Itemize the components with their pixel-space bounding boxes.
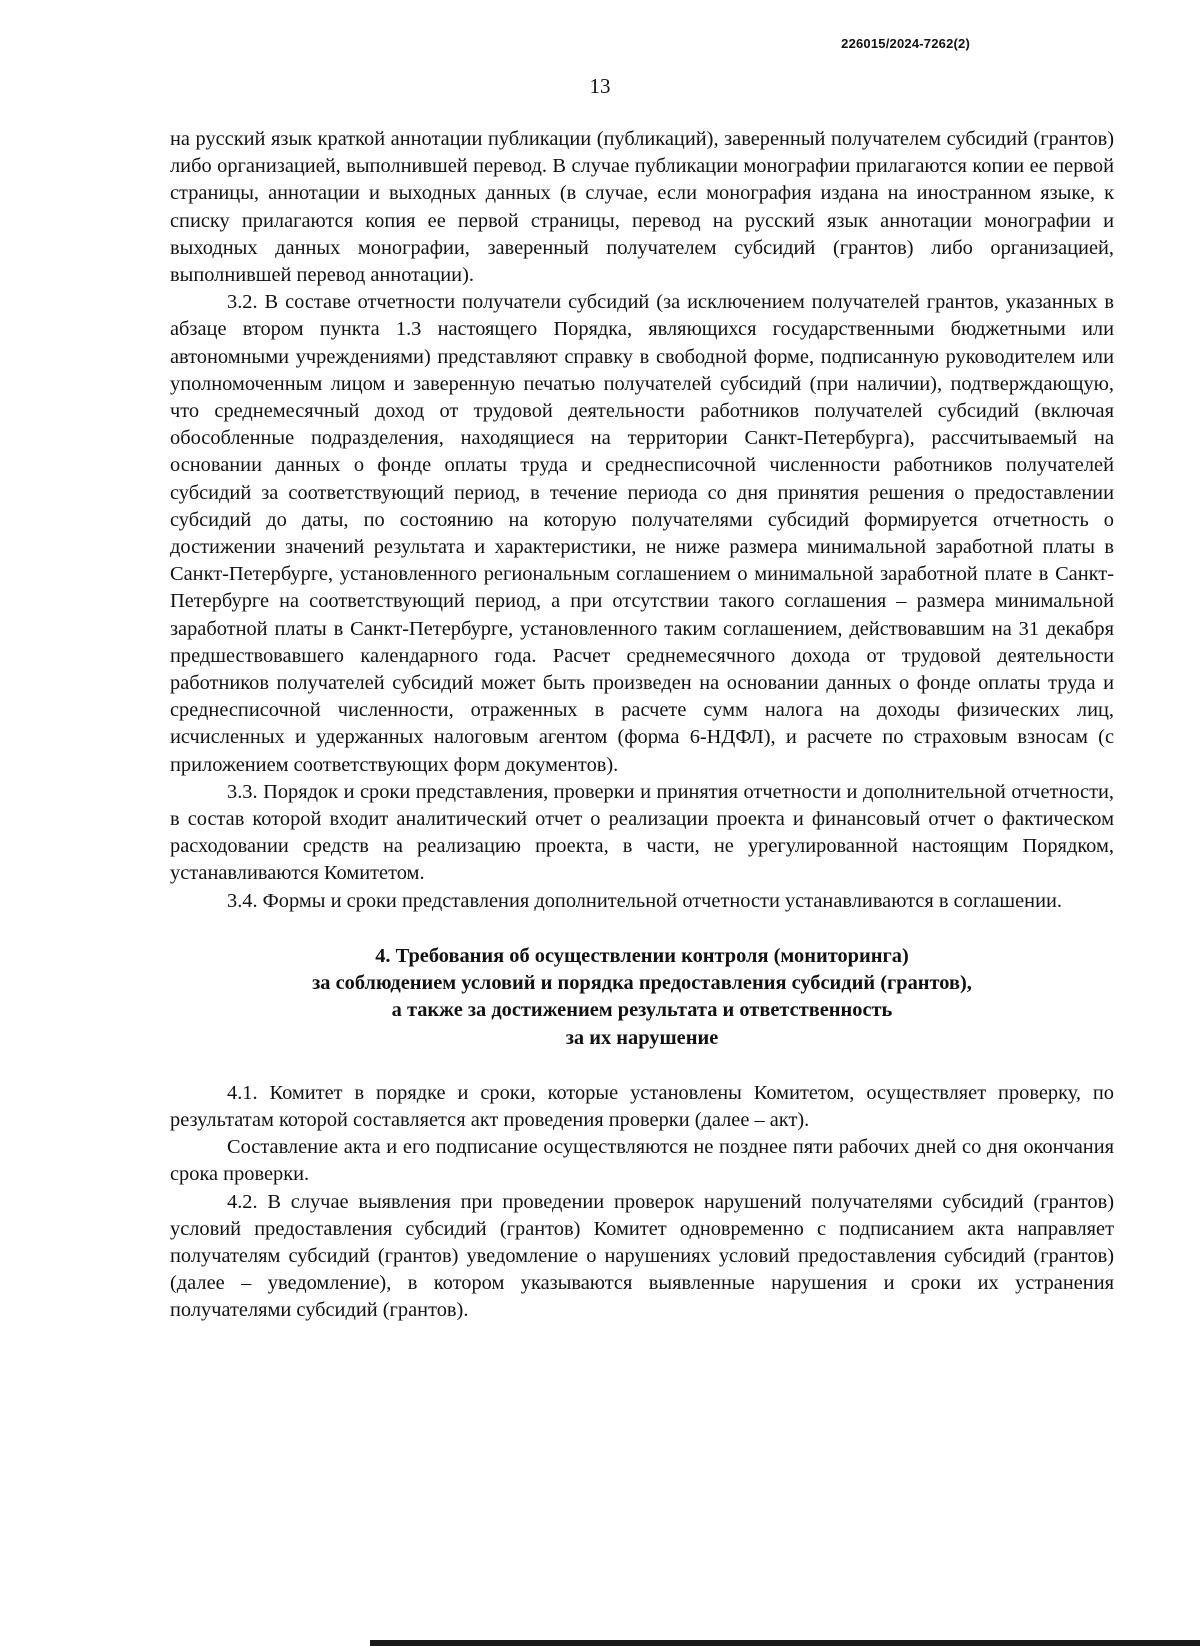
- section-4-title: [170, 943, 1114, 1052]
- paragraph-act-signing: Составление акта и его подписание осуществляются не позднее пяти рабочих дней со дня окончания срока проверки.: [170, 1136, 1114, 1186]
- paragraph-3-3: 3.3. Порядок и сроки представления, проверки и принятия отчетности и дополнительной отчетности, в состав которой входит аналитический отчет о реализации проекта и финансовый отчет о фактическом расходовании средств на реализацию проекта, в части, не урегулированной настоящим Порядком, устанавливаются Комитетом.: [170, 780, 1114, 885]
- section-title-line-1: 4. Требования об осуществлении контроля (мониторинга): [375, 944, 909, 967]
- paragraph-continuation: на русский язык краткой аннотации публикации (публикаций), заверенный получателем субсидий (грантов) либо организацией, выполнившей перевод. В случае публикации монографии прилагаются копии ее первой страницы, аннотации и выходных данных (в случае, если монография издана на иностранном языке, к списку прилагаются копия ее первой страницы, перевод на русский язык аннотации монографии и выходных данных монографии, заверенный получателем субсидий (грантов) либо организацией, выполнившей перевод аннотации).: [170, 128, 1114, 287]
- page-number: 13: [589, 74, 611, 98]
- section-title-line-4: за их нарушение: [565, 1026, 719, 1049]
- paragraph-4-1: 4.1. Комитет в порядке и сроки, которые установлены Комитетом, осуществляет проверку, по результатам которой составляется акт проведения проверки (далее – акт).: [170, 1081, 1114, 1131]
- document-id: 226015/2024-7262(2): [841, 36, 970, 51]
- scan-bottom-edge: [370, 1640, 1200, 1646]
- document-body: [170, 126, 1114, 1325]
- paragraph-3-4: 3.4. Формы и сроки представления дополнительной отчетности устанавливаются в соглашении.: [227, 889, 1062, 912]
- paragraph-3-2: 3.2. В составе отчетности получатели субсидий (за исключением получателей грантов, указанных в абзаце втором пункта 1.3 настоящего Порядка, являющихся государственными бюджетными или автономными учреждениями) представляют справку в свободной форме, подписанную руководителем или уполномоченным лицом и заверенную печатью получателей субсидий (при наличии), подтверждающую, что среднемесячный доход от трудовой деятельности работников получателей субсидий (включая обособленные подразделения, находящиеся на территории Санкт-Петербурга), рассчитываемый на основании данных о фонде оплаты труда и среднесписочной численности работников получателей субсидий за соответствующий период, в течение периода со дня принятия решения о предоставлении субсидий до даты, по состоянию на которую получателями субсидий формируется отчетность о достижении значений результата и характеристики, не ниже размера минимальной заработной платы в Санкт-Петербурге, установленного региональным соглашением о минимальной заработной плате в Санкт-Петербурге на соответствующий период, а при отсутствии такого соглашения – размера минимальной заработной платы в Санкт-Петербурге, установленного таким соглашением, действовавшим на 31 декабря предшествовавшего календарного года. Расчет среднемесячного дохода от трудовой деятельности работников получателей субсидий может быть произведен на основании данных о фонде оплаты труда и среднесписочной численности, отраженных в расчете сумм налога на доходы физических лиц, исчисленных и удержанных налоговым агентом (форма 6-НДФЛ), и расчете по страховым взносам (с приложением соответствующих форм документов).: [170, 291, 1114, 776]
- paragraph-4-2: 4.2. В случае выявления при проведении проверок нарушений получателями субсидий (грантов) условий предоставления субсидий (грантов) Комитет одновременно с подписанием акта направляет получателям субсидий (грантов) уведомление о нарушениях условий предоставления субсидий (грантов) (далее – уведомление), в котором указываются выявленные нарушения и сроки их устранения получателями субсидий (грантов).: [170, 1190, 1114, 1322]
- section-title-line-3: а также за достижением результата и ответственность: [391, 999, 893, 1022]
- section-title-line-2: за соблюдением условий и порядка предоставления субсидий (грантов),: [312, 972, 972, 995]
